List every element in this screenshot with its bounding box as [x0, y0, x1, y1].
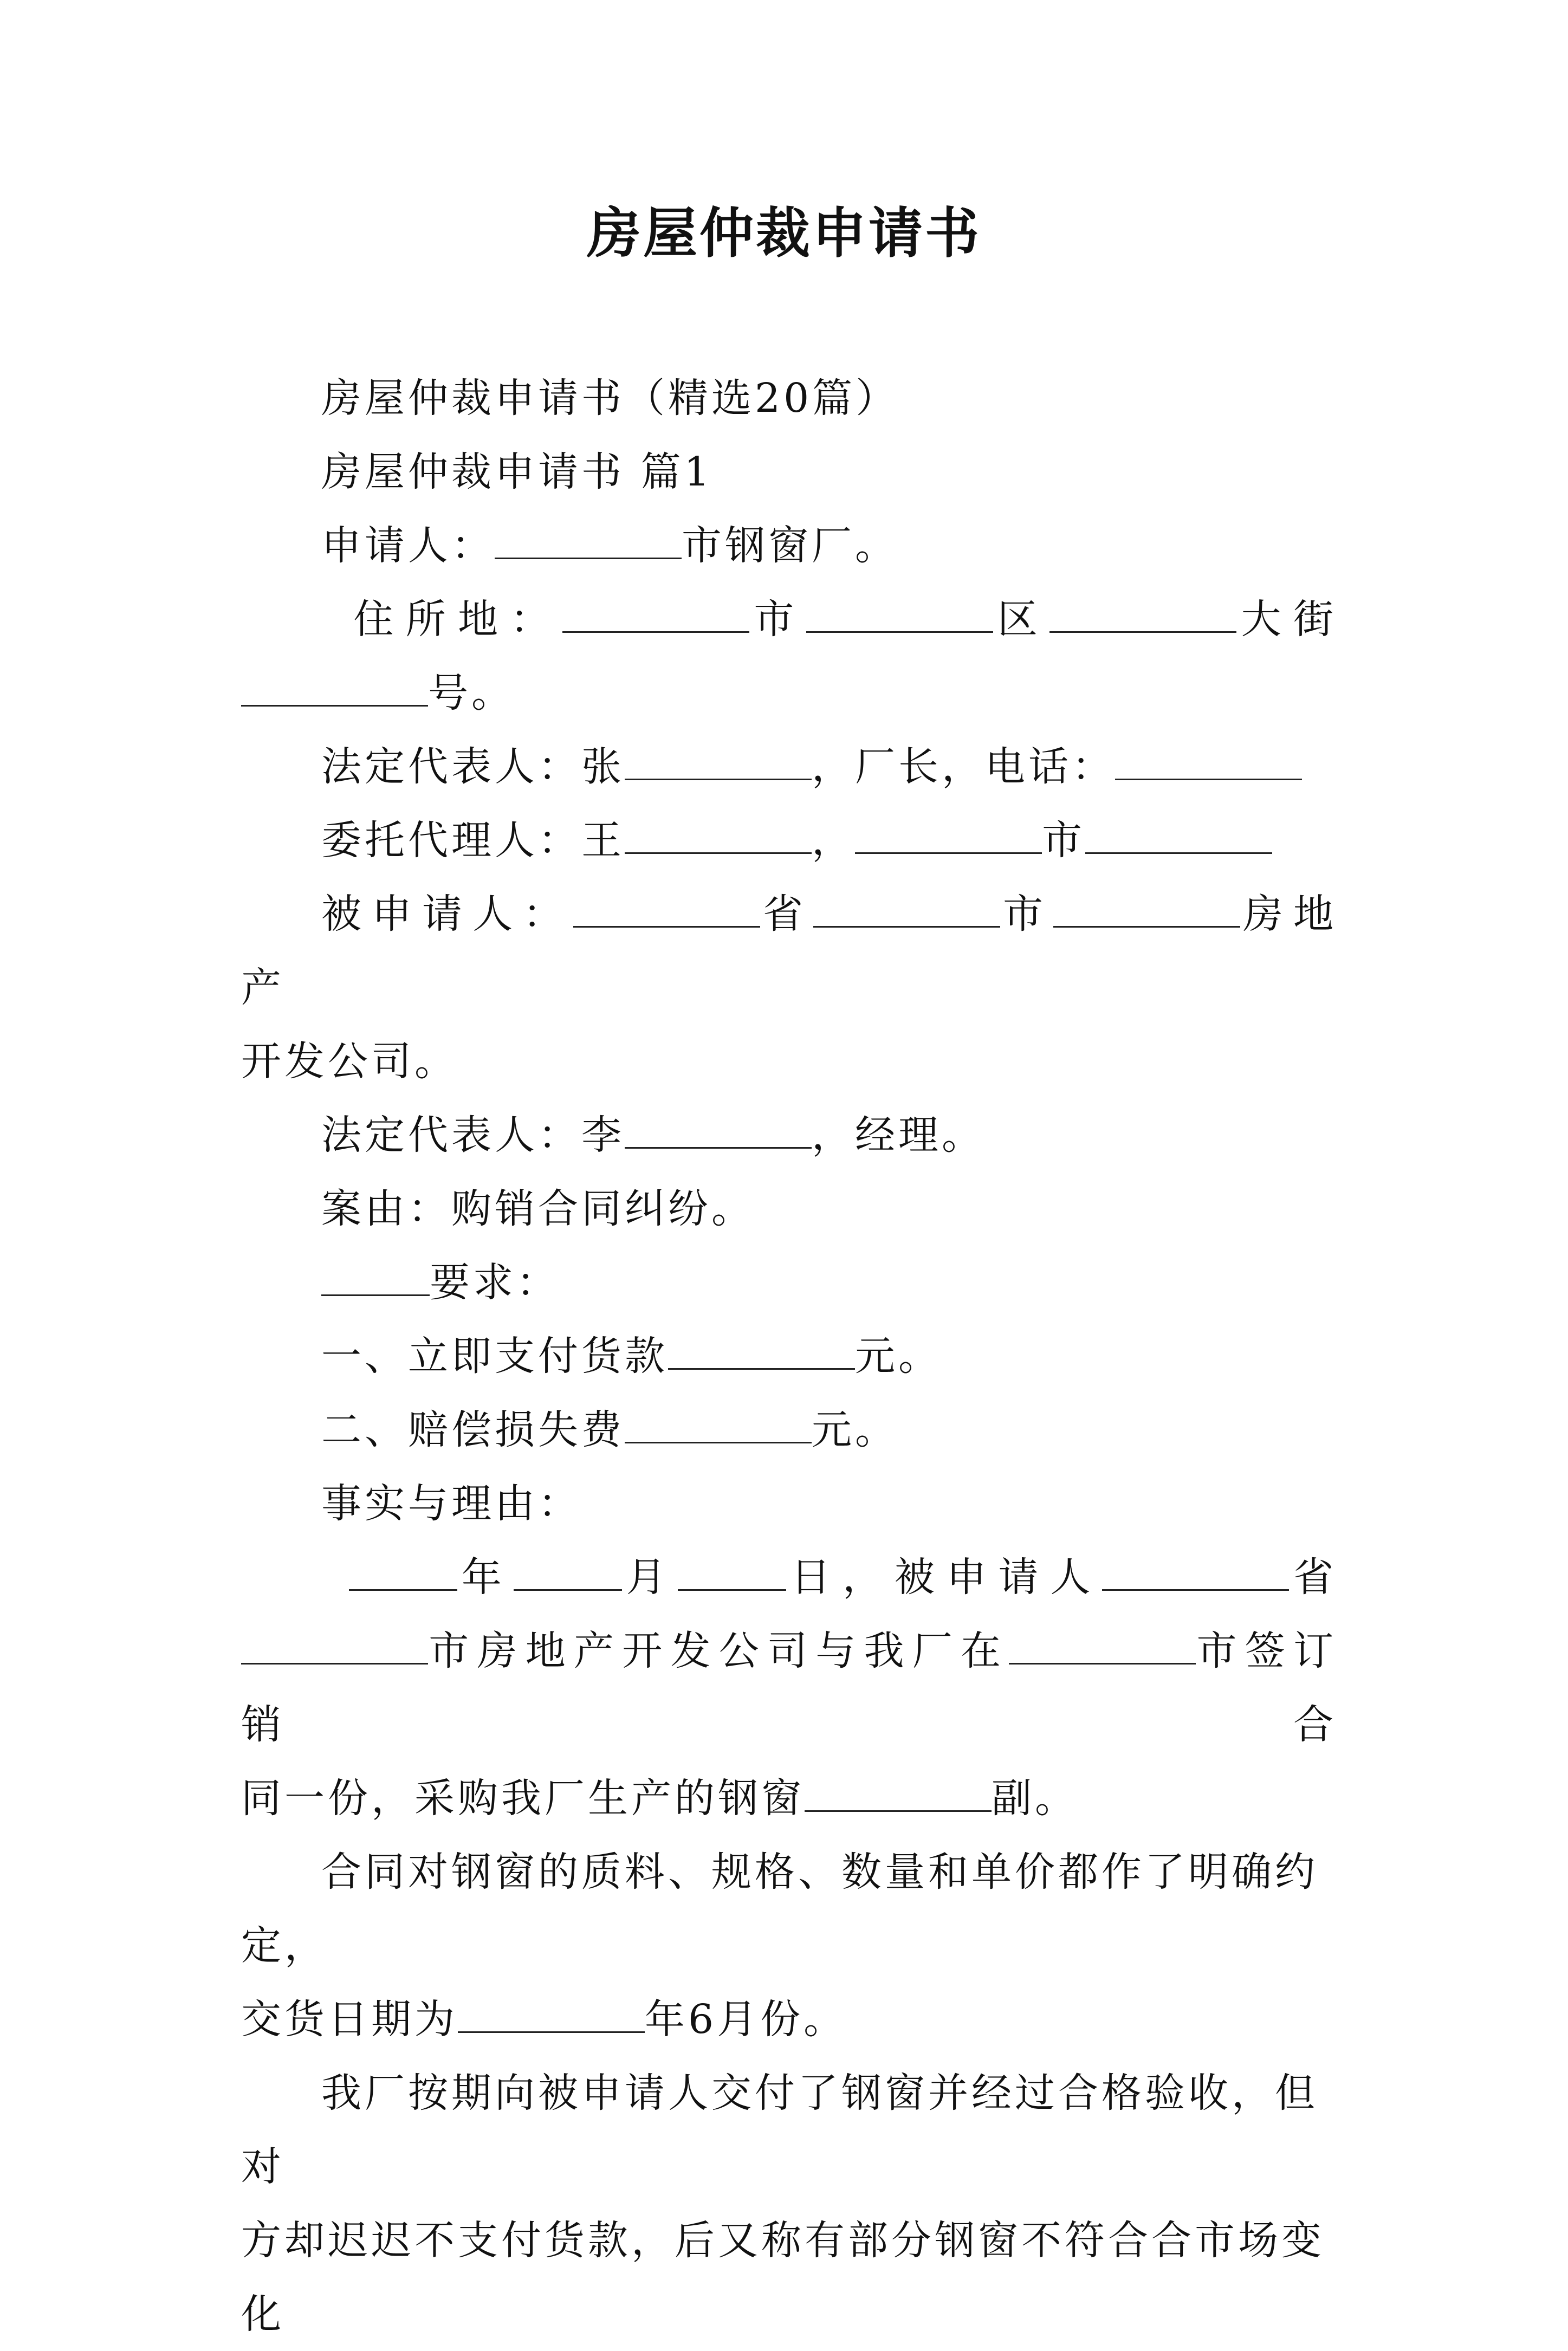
- section-heading-paragraph: [241, 435, 1341, 509]
- respondent-city: 市: [1000, 891, 1053, 937]
- blank-line: [625, 1109, 812, 1149]
- facts-1-text-a: 市房地产开发公司与我厂在: [428, 1628, 1009, 1674]
- blank-line: [625, 814, 812, 854]
- facts-heading: 事实与理由：: [321, 1480, 581, 1527]
- blank-line: [678, 1551, 786, 1591]
- facts-1-month: 月: [621, 1554, 678, 1601]
- respondent-rep-paragraph: [241, 1098, 1341, 1172]
- facts-1-line-1: [241, 1540, 1341, 1614]
- document-title: 房屋仲裁申请书: [587, 201, 981, 265]
- blank-line: [1009, 1625, 1196, 1665]
- facts-1-line-2: [241, 1614, 1341, 1761]
- blank-line: [668, 1330, 855, 1370]
- address-city: 市: [749, 596, 806, 643]
- address-paragraph: [241, 582, 1341, 656]
- facts-1-paragraph: [241, 1540, 1341, 1614]
- respondent-type: 房地产: [241, 891, 1341, 1011]
- blank-line: [1049, 593, 1236, 633]
- facts-3-text-a: 我厂按期向被申请人交付了钢窗并经过合格验收，但对: [241, 2070, 1318, 2190]
- blank-line: [495, 520, 682, 559]
- blank-line: [855, 814, 1042, 854]
- facts-2-text-c: 年6月份。: [645, 1996, 847, 2043]
- respondent-line-1: [241, 877, 1341, 1025]
- address-street: 大街: [1236, 596, 1342, 643]
- blank-line: [349, 1551, 457, 1591]
- applicant-paragraph: [241, 509, 1341, 582]
- request-1-paragraph: [241, 1319, 1341, 1393]
- respondent-province: 省: [760, 891, 813, 937]
- facts-2-text-a: 合同对钢窗的质料、规格、数量和单价都作了明确约定，: [241, 1849, 1318, 1969]
- facts-1-paragraph-line-2: [241, 1614, 1341, 1761]
- facts-2-text-b: 交货日期为: [241, 1996, 458, 2043]
- address-line-1: [241, 582, 1341, 656]
- facts-3-paragraph: [241, 2056, 1341, 2204]
- blank-line: [458, 1993, 645, 2033]
- blank-line: [241, 1625, 428, 1665]
- address-label: 住所地：: [349, 596, 562, 643]
- document-body: [241, 361, 1341, 2351]
- respondent-company: 开发公司。: [241, 1038, 458, 1085]
- blank-line: [1102, 1551, 1289, 1591]
- agent-city: 市: [1042, 817, 1085, 864]
- address-paragraph-cont: [241, 656, 1341, 730]
- address-district: 区: [993, 596, 1050, 643]
- respondent-paragraph: [241, 877, 1341, 1025]
- request-paragraph: [241, 1246, 1341, 1319]
- facts-2-paragraph-cont: [241, 1983, 1341, 2056]
- blank-line: [1053, 888, 1240, 928]
- blank-line: [1115, 741, 1302, 780]
- blank-line: [813, 888, 1000, 928]
- blank-line: [562, 593, 749, 633]
- legal-rep-label: 法定代表人：张: [321, 743, 625, 790]
- facts-1-day: 日，被申请人: [786, 1554, 1103, 1601]
- request-2-paragraph: [241, 1393, 1341, 1467]
- legal-rep-phone-label: ，厂长，电话：: [812, 743, 1115, 790]
- address-number: 号。: [428, 670, 515, 716]
- request-2-unit: 元。: [812, 1407, 898, 1453]
- agent-sep: ，: [812, 817, 855, 864]
- applicant-label: 申请人：: [321, 522, 495, 569]
- blank-line: [241, 667, 428, 707]
- facts-1-text-d: 副。: [992, 1775, 1078, 1822]
- blank-line: [805, 1772, 992, 1812]
- cause-paragraph: [241, 1172, 1341, 1246]
- respondent-label: 被申请人：: [321, 891, 573, 937]
- respondent-paragraph-cont: [241, 1025, 1341, 1098]
- blank-line: [625, 1404, 812, 1443]
- facts-1-paragraph-line-3: [241, 1761, 1341, 1835]
- cause-text: 案由：购销合同纠纷。: [321, 1186, 755, 1232]
- legal-rep-paragraph: [241, 730, 1341, 804]
- blank-line: [514, 1551, 622, 1591]
- agent-paragraph: [241, 804, 1341, 877]
- request-1-text: 一、立即支付货款: [321, 1333, 668, 1379]
- facts-1-year: 年: [457, 1554, 514, 1601]
- facts-3-text-b: 方却迟迟不支付货款，后又称有部分钢窗不符合合市场变化: [241, 2217, 1325, 2337]
- request-2-text: 二、赔偿损失费: [321, 1407, 625, 1453]
- respondent-rep-title: ，经理。: [812, 1112, 985, 1158]
- request-label: 要求：: [430, 1259, 560, 1306]
- section-heading: 房屋仲裁申请书 篇1: [321, 449, 713, 495]
- blank-line: [321, 1257, 430, 1296]
- facts-1-text-c: 同一份，采购我厂生产的钢窗: [241, 1775, 805, 1822]
- facts-3-paragraph-cont: [241, 2204, 1341, 2351]
- subtitle-paragraph: [241, 361, 1341, 435]
- applicant-name: 市钢窗厂。: [682, 522, 898, 569]
- request-1-unit: 元。: [855, 1333, 942, 1379]
- facts-heading-paragraph: [241, 1467, 1341, 1540]
- blank-line: [625, 741, 812, 780]
- blank-line: [573, 888, 760, 928]
- agent-label: 委托代理人：王: [321, 817, 625, 864]
- facts-1-text-b: 市签订销合: [241, 1628, 1341, 1748]
- subtitle: 房屋仲裁申请书（精选20篇）: [321, 375, 899, 422]
- respondent-rep-label: 法定代表人：李: [321, 1112, 625, 1158]
- facts-1-province: 省: [1289, 1554, 1342, 1601]
- blank-line: [1085, 814, 1272, 854]
- facts-2-paragraph: [241, 1835, 1341, 1983]
- blank-line: [806, 593, 993, 633]
